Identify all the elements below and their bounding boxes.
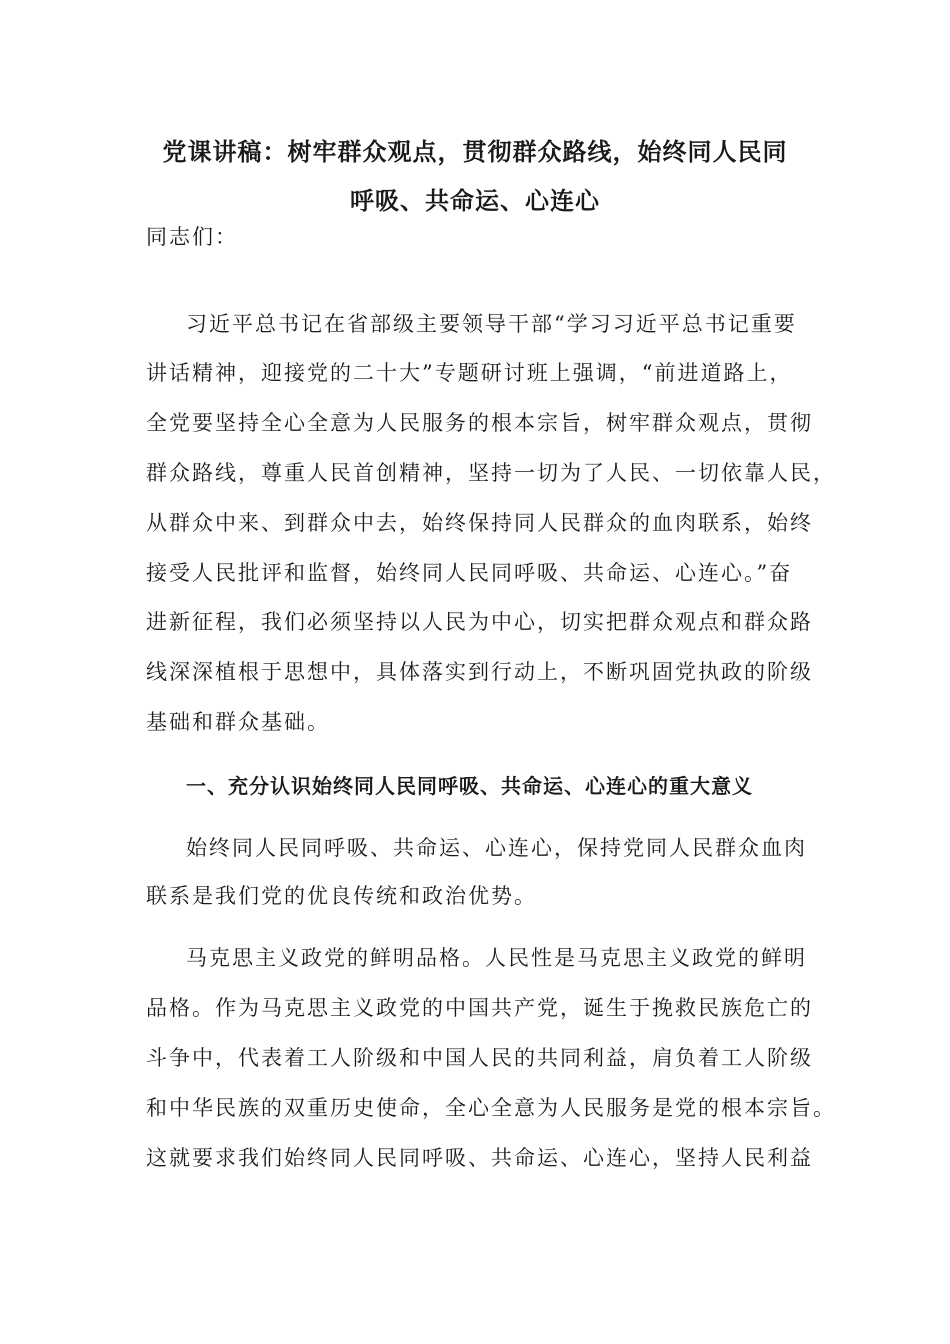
intro-line-8: 线深深植根于思想中，具体落实到行动上，不断巩固党执政的阶级 <box>146 660 813 684</box>
section-1-para-2-line-2: 品格。作为马克思主义政党的中国共产党，诞生于挽救民族危亡的 <box>146 996 813 1020</box>
section-1-para-1-line-1: 始终同人民同呼吸、共命运、心连心，保持党同人民群众血肉 <box>186 836 807 860</box>
document-title-line-2: 呼吸、共命运、心连心 <box>350 187 600 215</box>
intro-line-4: 群众路线，尊重人民首创精神，坚持一切为了人民、一切依靠人民， <box>146 461 836 485</box>
section-1-para-2-line-3: 斗争中，代表着工人阶级和中国人民的共同利益，肩负着工人阶级 <box>146 1046 813 1070</box>
section-1-para-2-line-5: 这就要求我们始终同人民同呼吸、共命运、心连心，坚持人民利益 <box>146 1146 813 1170</box>
section-1-para-1-line-2: 联系是我们党的优良传统和政治优势。 <box>146 884 537 908</box>
salutation: 同志们： <box>146 225 238 249</box>
intro-line-7: 进新征程，我们必须坚持以人民为中心，切实把群众观点和群众路 <box>146 610 813 634</box>
intro-line-9: 基础和群众基础。 <box>146 710 330 734</box>
section-1-heading: 一、充分认识始终同人民同呼吸、共命运、心连心的重大意义 <box>186 774 753 798</box>
intro-line-2: 讲话精神，迎接党的二十大”专题研讨班上强调，“前进道路上， <box>146 361 793 385</box>
section-1-para-2-line-1: 马克思主义政党的鲜明品格。人民性是马克思主义政党的鲜明 <box>186 946 807 970</box>
section-1-para-2-line-4: 和中华民族的双重历史使命，全心全意为人民服务是党的根本宗旨。 <box>146 1096 836 1120</box>
intro-line-6: 接受人民批评和监督，始终同人民同呼吸、共命运、心连心。”奋 <box>146 561 793 585</box>
document-title-line-1: 党课讲稿：树牢群众观点，贯彻群众路线，始终同人民同 <box>162 138 788 166</box>
intro-line-5: 从群众中来、到群众中去，始终保持同人民群众的血肉联系，始终 <box>146 511 813 535</box>
intro-line-3: 全党要坚持全心全意为人民服务的根本宗旨，树牢群众观点，贯彻 <box>146 411 813 435</box>
intro-line-1: 习近平总书记在省部级主要领导干部“学习习近平总书记重要 <box>186 312 797 336</box>
